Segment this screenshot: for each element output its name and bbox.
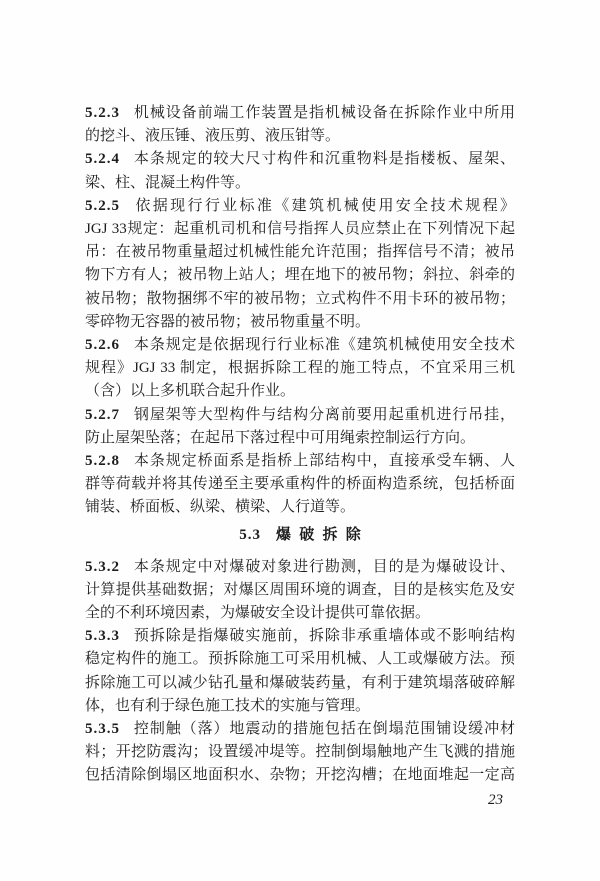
page-number: 23	[488, 792, 503, 808]
text-line: 全的不利环境因素，为爆破安全设计提供可靠依据。	[85, 605, 431, 622]
text-line: 包括清除倒塌区地面积水、杂物；开挖沟槽；在地面堆起一定高	[85, 767, 515, 784]
text-line: 5.3.5 控制触（落）地震动的措施包括在倒塌范围铺设缓冲材	[85, 721, 515, 738]
clause-lines-section-5-2	[85, 102, 515, 520]
text-line: 料；开挖防震沟；设置缓冲堤等。控制倒塌触地产生飞溅的措施	[85, 744, 515, 761]
text-line: 稳定构件的施工。预拆除施工可采用机械、人工或爆破方法。预	[85, 651, 515, 668]
clause-number: 5.2.5	[85, 197, 120, 214]
clause-number: 5.2.3	[85, 105, 120, 121]
text-line: 物下方有人；被吊物上站人；埋在地下的被吊物；斜拉、斜牵的	[85, 267, 515, 284]
clause-number: 5.2.4	[85, 151, 120, 168]
text-line: JGJ 33规定：起重机司机和信号指挥人员应禁止在下列情况下起	[85, 221, 515, 238]
text-line: 规程》JGJ 33 制定，根据拆除工程的施工特点，不宜采用三机	[85, 360, 515, 377]
page-content	[85, 102, 515, 788]
text-line: 5.2.7 钢屋架等大型构件与结构分离前要用起重机进行吊挂，	[85, 406, 515, 423]
text-line: 被吊物；散物捆绑不牢的被吊物；立式构件不用卡环的被吊物；	[85, 290, 515, 307]
section-heading-title: 爆破拆除	[275, 526, 369, 543]
clause-number: 5.3.3	[85, 628, 120, 645]
text-line: 5.2.3 机械设备前端工作装置是指机械设备在拆除作业中所用	[85, 105, 515, 121]
text-line: 的挖斗、液压锤、液压剪、液压钳等。	[85, 128, 341, 145]
text-line: 体，也有利于绿色施工技术的实施与管理。	[85, 697, 371, 714]
text-line: 铺装、桥面板、纵梁、横梁、人行道等。	[85, 499, 356, 516]
text-line: 吊：在被吊物重量超过机械性能允许范围；指挥信号不清；被吊	[85, 244, 515, 261]
clause-number: 5.2.7	[85, 406, 120, 423]
text-line: 计算提供基础数据；对爆区周围环境的调查，目的是核实危及安	[85, 581, 515, 598]
text-line: 5.2.5 依据现行行业标准《建筑机械使用安全技术规程》	[85, 197, 515, 214]
clause-number: 5.2.6	[85, 337, 120, 354]
text-line: 零碎物无容器的被吊物；被吊物重量不明。	[85, 313, 371, 330]
text-line: 5.2.4 本条规定的较大尺寸构件和沉重物料是指楼板、屋架、	[85, 151, 515, 168]
text-line: 群等荷载并将其传递至主要承重构件的桥面构造系统，包括桥面	[85, 476, 515, 493]
clause-number: 5.3.5	[85, 721, 120, 738]
text-line: 梁、柱、混凝土构件等。	[85, 174, 251, 191]
text-line: 5.2.6 本条规定是依据现行行业标准《建筑机械使用安全技术	[85, 337, 515, 354]
text-line: （含）以上多机联合起升作业。	[85, 383, 296, 400]
text-line: 防止屋架坠落；在起吊下落过程中可用绳索控制运行方向。	[85, 429, 476, 446]
clause-lines-section-5-3	[85, 556, 515, 788]
clause-number: 5.3.2	[85, 558, 120, 575]
section-heading-number: 5.3	[239, 526, 261, 543]
text-line: 5.3.3 预拆除是指爆破实施前，拆除非承重墙体或不影响结构	[85, 628, 515, 645]
section-heading	[85, 524, 515, 547]
text-line: 5.3.2 本条规定中对爆破对象进行勘测，目的是为爆破设计、	[85, 558, 515, 575]
text-line: 拆除施工可以减少钻孔量和爆破装药量，有利于建筑塌落破碎解	[85, 674, 515, 691]
text-line: 5.2.8 本条规定桥面系是指桥上部结构中，直接承受车辆、人	[85, 453, 515, 470]
clause-number: 5.2.8	[85, 453, 120, 470]
